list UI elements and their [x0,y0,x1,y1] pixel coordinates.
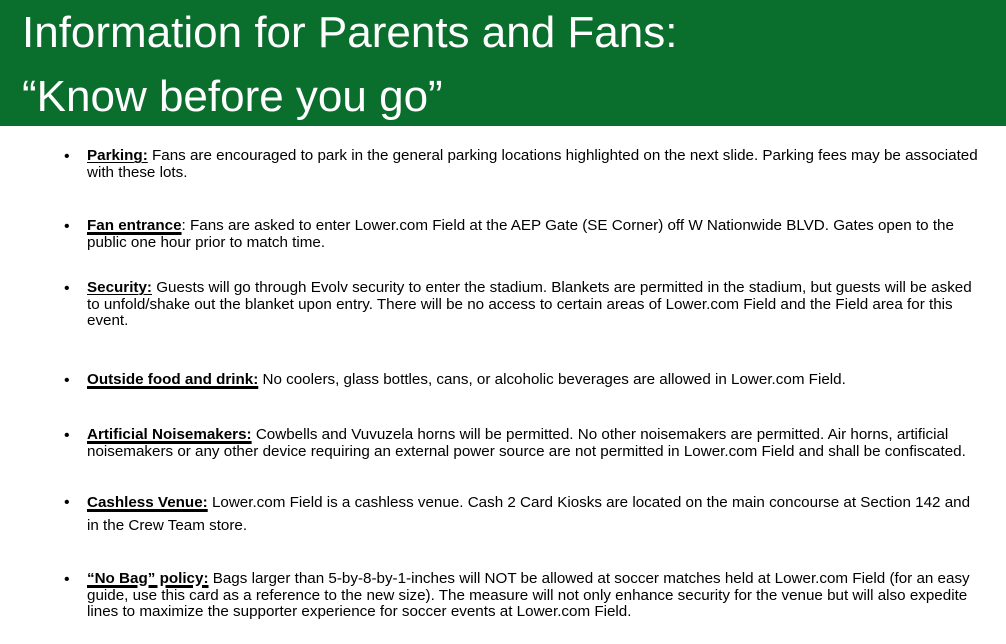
bullet-text [87,148,982,181]
bullet-body: Bags larger than 5-by-8-by-1-inches will NOT be allowed at soccer matches held at Lower.com Field (for an easy guide, use this card as a reference to the new size). The measure will not only enhance security for the venue but will also expedite lines to maximize the supporter experience for soccer events at Lower.com Field. [87,570,970,620]
bullet-label: Parking: [87,147,148,164]
bullet-label: Fan entrance [87,217,182,234]
bullet-dot: • [64,148,70,165]
bullet-body: Cowbells and Vuvuzela horns will be permitted. No other noisemakers are permitted. Air horns, artificial noisemakers or any other device requiring an external power source are not permitted in Lower.com Field and shall be confiscated. [87,426,966,460]
bullet-dot: • [64,427,70,444]
bullet-text [87,218,982,251]
bullet-text [87,571,982,621]
slide-title-line-2: “Know before you go” [22,72,443,121]
bullet-dot: • [64,494,70,511]
bullet-text [87,491,982,537]
bullet-text [87,372,982,389]
bullet-label: Cashless Venue: [87,494,208,511]
bullet-dot: • [64,571,70,588]
bullet-dot: • [64,372,70,389]
bullet-label: Outside food and drink: [87,371,259,388]
bullet-dot: • [64,218,70,235]
bullet-label: Security: [87,279,152,296]
slide-header [0,0,1006,126]
bullet-body: No coolers, glass bottles, cans, or alcoholic beverages are allowed in Lower.com Field. [258,371,846,388]
bullet-label: “No Bag” policy: [87,570,209,587]
bullet-body: Lower.com Field is a cashless venue. Cash 2 Card Kiosks are located on the main concourse at Section 142 and in the Crew Team store. [87,494,971,534]
bullet-text [87,427,982,460]
bullet-label: Artificial Noisemakers: [87,426,252,443]
bullet-body: Guests will go through Evolv security to enter the stadium. Blankets are permitted in the stadium, but guests will be asked to unfold/shake out the blanket upon entry. There will be no access to certain areas of Lower.com Field and the Field area for this event. [87,279,972,329]
bullet-body: : Fans are asked to enter Lower.com Field at the AEP Gate (SE Corner) off W Nationwide BLVD. Gates open to the public one hour prior to match time. [87,217,954,251]
bullet-text [87,280,982,330]
bullet-dot: • [64,280,70,297]
slide-title-line-1: Information for Parents and Fans: [22,8,678,57]
bullet-body: Fans are encouraged to park in the general parking locations highlighted on the next slide. Parking fees may be associated with these lots. [87,147,978,181]
